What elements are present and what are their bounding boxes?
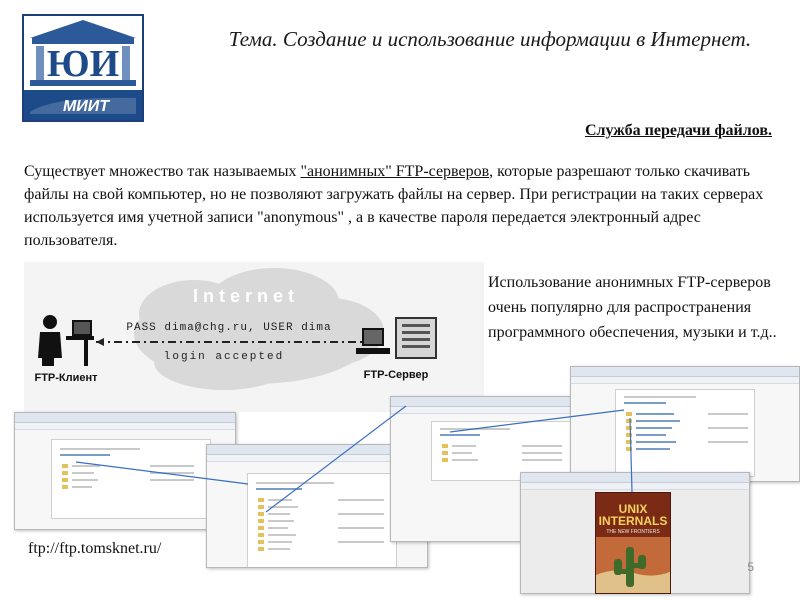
institute-logo [22,14,144,122]
request-text: PASS dima@chg.ru, USER dima [126,322,332,334]
client-label: FTP-Клиент [34,372,98,384]
browser-screenshot-4 [570,366,800,482]
browser-page-1 [51,439,211,519]
paragraph-end: , которые разрешают только скачивать файлы на свой компьютер, но не позволяют загружать файлы на сервер. При регистрации на таких серверах используется имя учетной записи "anonymous" , а в качестве пароля передается электронный адрес пользователя. [24,163,764,249]
logo-building [24,16,142,88]
book-cover [595,492,671,594]
subtitle-text: Служба передачи файлов [584,122,768,139]
intro-paragraph [24,160,784,252]
browser-page-4 [615,389,755,477]
browser-screenshot-1 [14,412,236,530]
page-number: 5 [747,560,754,574]
book-title-line2: INTERNALS [598,514,668,528]
subtitle-dot: . [768,122,772,139]
paragraph-start: Существует множество так называемых [24,163,301,180]
response-text: login accepted [163,351,285,363]
logo-band [24,90,142,120]
train-icon [24,90,142,120]
page-title: Тема. Создание и использование информации в Интернет. [228,27,752,51]
ftp-diagram [24,262,484,412]
book-cactus-icon [596,537,671,594]
book-title-line1: UNIX [618,502,648,516]
ftp-server-link[interactable]: ftp://ftp.tomsknet.ru/ [28,540,162,557]
side-description: Использование анонимных FTP-серверов очень популярно для распространения программного обеспечения, музыки и т.д.. [488,274,777,341]
cloud-label: Internet [192,286,300,306]
section-subtitle [585,122,772,140]
book-subtitle: THE NEW FRONTIERS [606,529,660,535]
server-label: FTP-Сервер [363,369,429,381]
logo-top-text: ЮИ [46,43,120,85]
building-icon [24,16,142,88]
browser-page-2 [247,473,397,568]
anonymous-ftp-link[interactable]: "анонимных" FTP-серверов [300,163,490,180]
book-title [596,503,670,527]
logo-bottom-text: МИИТ [62,98,110,115]
